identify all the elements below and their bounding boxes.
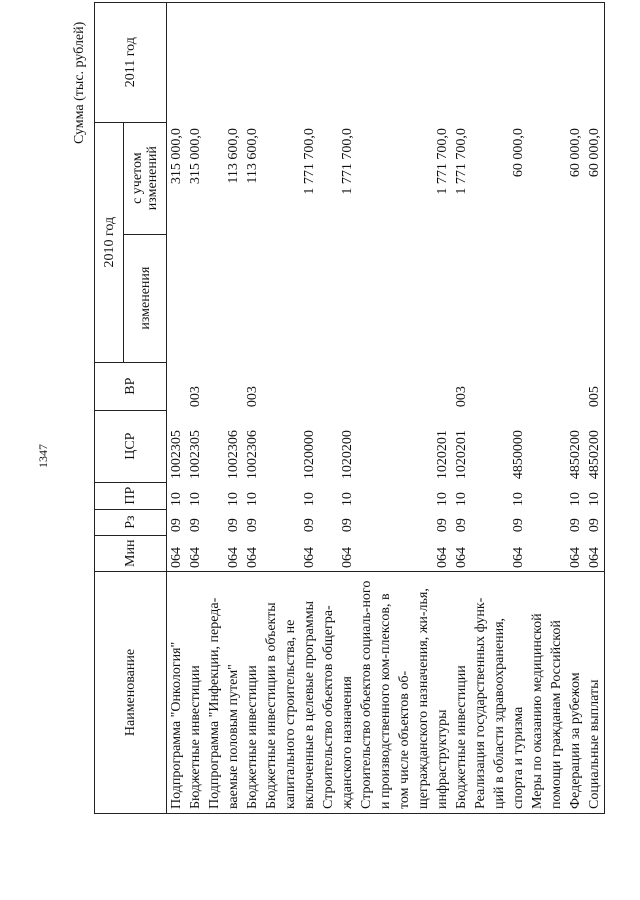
cell-rz: 09	[454, 518, 469, 533]
table-row	[471, 2, 528, 813]
cell-with-changes: 1 771 700,0	[435, 128, 450, 195]
cell-csr: 1020000	[302, 430, 317, 480]
cell-rz: 09	[169, 518, 184, 533]
header-min: Мин	[95, 535, 167, 571]
cell-csr: 1002305	[188, 430, 203, 480]
cell-changes	[167, 234, 187, 362]
cell-vr: 005	[585, 362, 605, 410]
cell-name: Социальные выплаты	[585, 572, 605, 814]
cell-min: 064	[188, 547, 203, 568]
header-name: Наименование	[95, 572, 167, 814]
cell-min: 064	[568, 547, 583, 568]
cell-with-changes: 60 000,0	[568, 128, 583, 178]
cell-rz: 09	[511, 518, 526, 533]
cell-pr: 10	[511, 492, 526, 507]
budget-table	[94, 2, 605, 814]
cell-pr: 10	[226, 492, 241, 507]
cell-y2011	[471, 2, 528, 122]
cell-name: Строительство объектов общегра-жданского назначения	[319, 572, 357, 814]
cell-min: 064	[169, 547, 184, 568]
header-2011: 2011 год	[95, 2, 167, 122]
cell-changes	[319, 234, 357, 362]
cell-min: 064	[226, 547, 241, 568]
cell-rz: 09	[188, 518, 203, 533]
cell-vr: 003	[245, 386, 260, 408]
cell-pr: 10	[340, 492, 355, 507]
cell-pr: 10	[454, 492, 469, 507]
cell-y2011	[452, 2, 471, 122]
cell-min: 064	[585, 535, 605, 571]
cell-pr: 10	[169, 492, 184, 507]
cell-with-changes: 113 600,0	[226, 128, 241, 184]
page-number: 1347	[36, 444, 50, 468]
cell-min: 064	[340, 547, 355, 568]
table-row	[167, 2, 187, 813]
cell-changes	[357, 234, 452, 362]
cell-csr: 4850200	[568, 430, 583, 480]
cell-vr	[205, 362, 243, 410]
table-row	[585, 2, 605, 813]
table-row	[452, 2, 471, 813]
cell-rz: 09	[245, 518, 260, 533]
cell-changes	[262, 234, 319, 362]
cell-changes	[452, 234, 471, 362]
table-header-row	[95, 2, 124, 813]
cell-min: 064	[511, 547, 526, 568]
cell-name: Бюджетные инвестиции	[186, 572, 205, 814]
header-rz: Рз	[95, 509, 167, 535]
cell-vr	[528, 362, 585, 410]
cell-name: Подпрограмма "Онкология"	[167, 572, 187, 814]
cell-with-changes: 1 771 700,0	[302, 128, 317, 195]
cell-y2011	[357, 2, 452, 122]
cell-rz: 09	[568, 518, 583, 533]
cell-rz: 09	[585, 509, 605, 535]
cell-name: Бюджетные инвестиции	[243, 572, 262, 814]
cell-pr: 10	[435, 492, 450, 507]
cell-csr: 1002306	[245, 430, 260, 480]
cell-changes	[585, 234, 605, 362]
cell-name: Реализация государственных функ-ций в области здравоохранения, спорта и туризма	[471, 572, 528, 814]
cell-name: Подпрограмма "Инфекции, переда-ваемые половым путем"	[205, 572, 243, 814]
cell-y2011	[205, 2, 243, 122]
cell-with-changes: 315 000,0	[188, 128, 203, 185]
cell-with-changes: 113 600,0	[245, 128, 260, 184]
cell-changes	[243, 234, 262, 362]
cell-y2011	[243, 2, 262, 122]
table-row	[319, 2, 357, 813]
cell-pr: 10	[585, 482, 605, 509]
cell-with-changes: 60 000,0	[511, 128, 526, 178]
cell-y2011	[167, 2, 187, 122]
cell-vr	[167, 362, 187, 410]
cell-vr: 003	[188, 386, 203, 408]
cell-y2011	[262, 2, 319, 122]
table-row	[528, 2, 585, 813]
cell-name: Строительство объектов социаль-ного и производственного ком-плексов, в том числе объектов об-щегражданского назначения, жи-лья, инфраструктуры	[357, 572, 452, 814]
cell-csr: 1020200	[340, 430, 355, 480]
cell-y2011	[528, 2, 585, 122]
cell-y2011	[585, 2, 605, 122]
cell-csr: 4850000	[511, 430, 526, 480]
cell-changes	[186, 234, 205, 362]
cell-rz: 09	[435, 518, 450, 533]
cell-vr	[357, 362, 452, 410]
cell-rz: 09	[340, 518, 355, 533]
cell-csr: 1002306	[226, 430, 241, 480]
cell-min: 064	[302, 547, 317, 568]
cell-name: Бюджетные инвестиции в объекты капитального строительства, не включенные в целевые программы	[262, 572, 319, 814]
header-vr: ВР	[95, 362, 167, 410]
cell-y2011	[319, 2, 357, 122]
cell-vr	[319, 362, 357, 410]
cell-with-changes: 315 000,0	[169, 128, 184, 185]
header-with-changes: с учетом изменений	[124, 122, 167, 234]
units-caption: Сумма (тыс. рублей)	[72, 21, 87, 144]
header-csr: ЦСР	[95, 410, 167, 482]
table-row	[243, 2, 262, 813]
cell-min: 064	[435, 547, 450, 568]
table-row	[186, 2, 205, 813]
cell-with-changes: 60 000,0	[585, 122, 605, 234]
cell-csr: 1020201	[454, 430, 469, 480]
cell-pr: 10	[188, 492, 203, 507]
cell-min: 064	[245, 547, 260, 568]
cell-changes	[205, 234, 243, 362]
cell-csr: 1002305	[169, 430, 184, 480]
header-changes: изменения	[124, 234, 167, 362]
cell-pr: 10	[245, 492, 260, 507]
table-row	[205, 2, 243, 813]
header-2010: 2010 год	[95, 122, 124, 362]
cell-y2011	[186, 2, 205, 122]
cell-vr	[471, 362, 528, 410]
table-row	[262, 2, 319, 813]
cell-min: 064	[454, 547, 469, 568]
cell-vr	[262, 362, 319, 410]
cell-csr: 1020201	[435, 430, 450, 480]
cell-pr: 10	[568, 492, 583, 507]
cell-csr: 4850200	[585, 410, 605, 482]
table-row	[357, 2, 452, 813]
cell-changes	[471, 234, 528, 362]
cell-rz: 09	[226, 518, 241, 533]
cell-name: Меры по оказанию медицинской помощи гражданам Российской Федерации за рубежом	[528, 572, 585, 814]
header-pr: ПР	[95, 482, 167, 509]
cell-with-changes: 1 771 700,0	[340, 128, 355, 195]
cell-vr: 003	[454, 386, 469, 408]
cell-changes	[528, 234, 585, 362]
table-body	[167, 2, 605, 813]
cell-rz: 09	[302, 518, 317, 533]
cell-pr: 10	[302, 492, 317, 507]
cell-name: Бюджетные инвестиции	[452, 572, 471, 814]
cell-with-changes: 1 771 700,0	[454, 128, 469, 195]
